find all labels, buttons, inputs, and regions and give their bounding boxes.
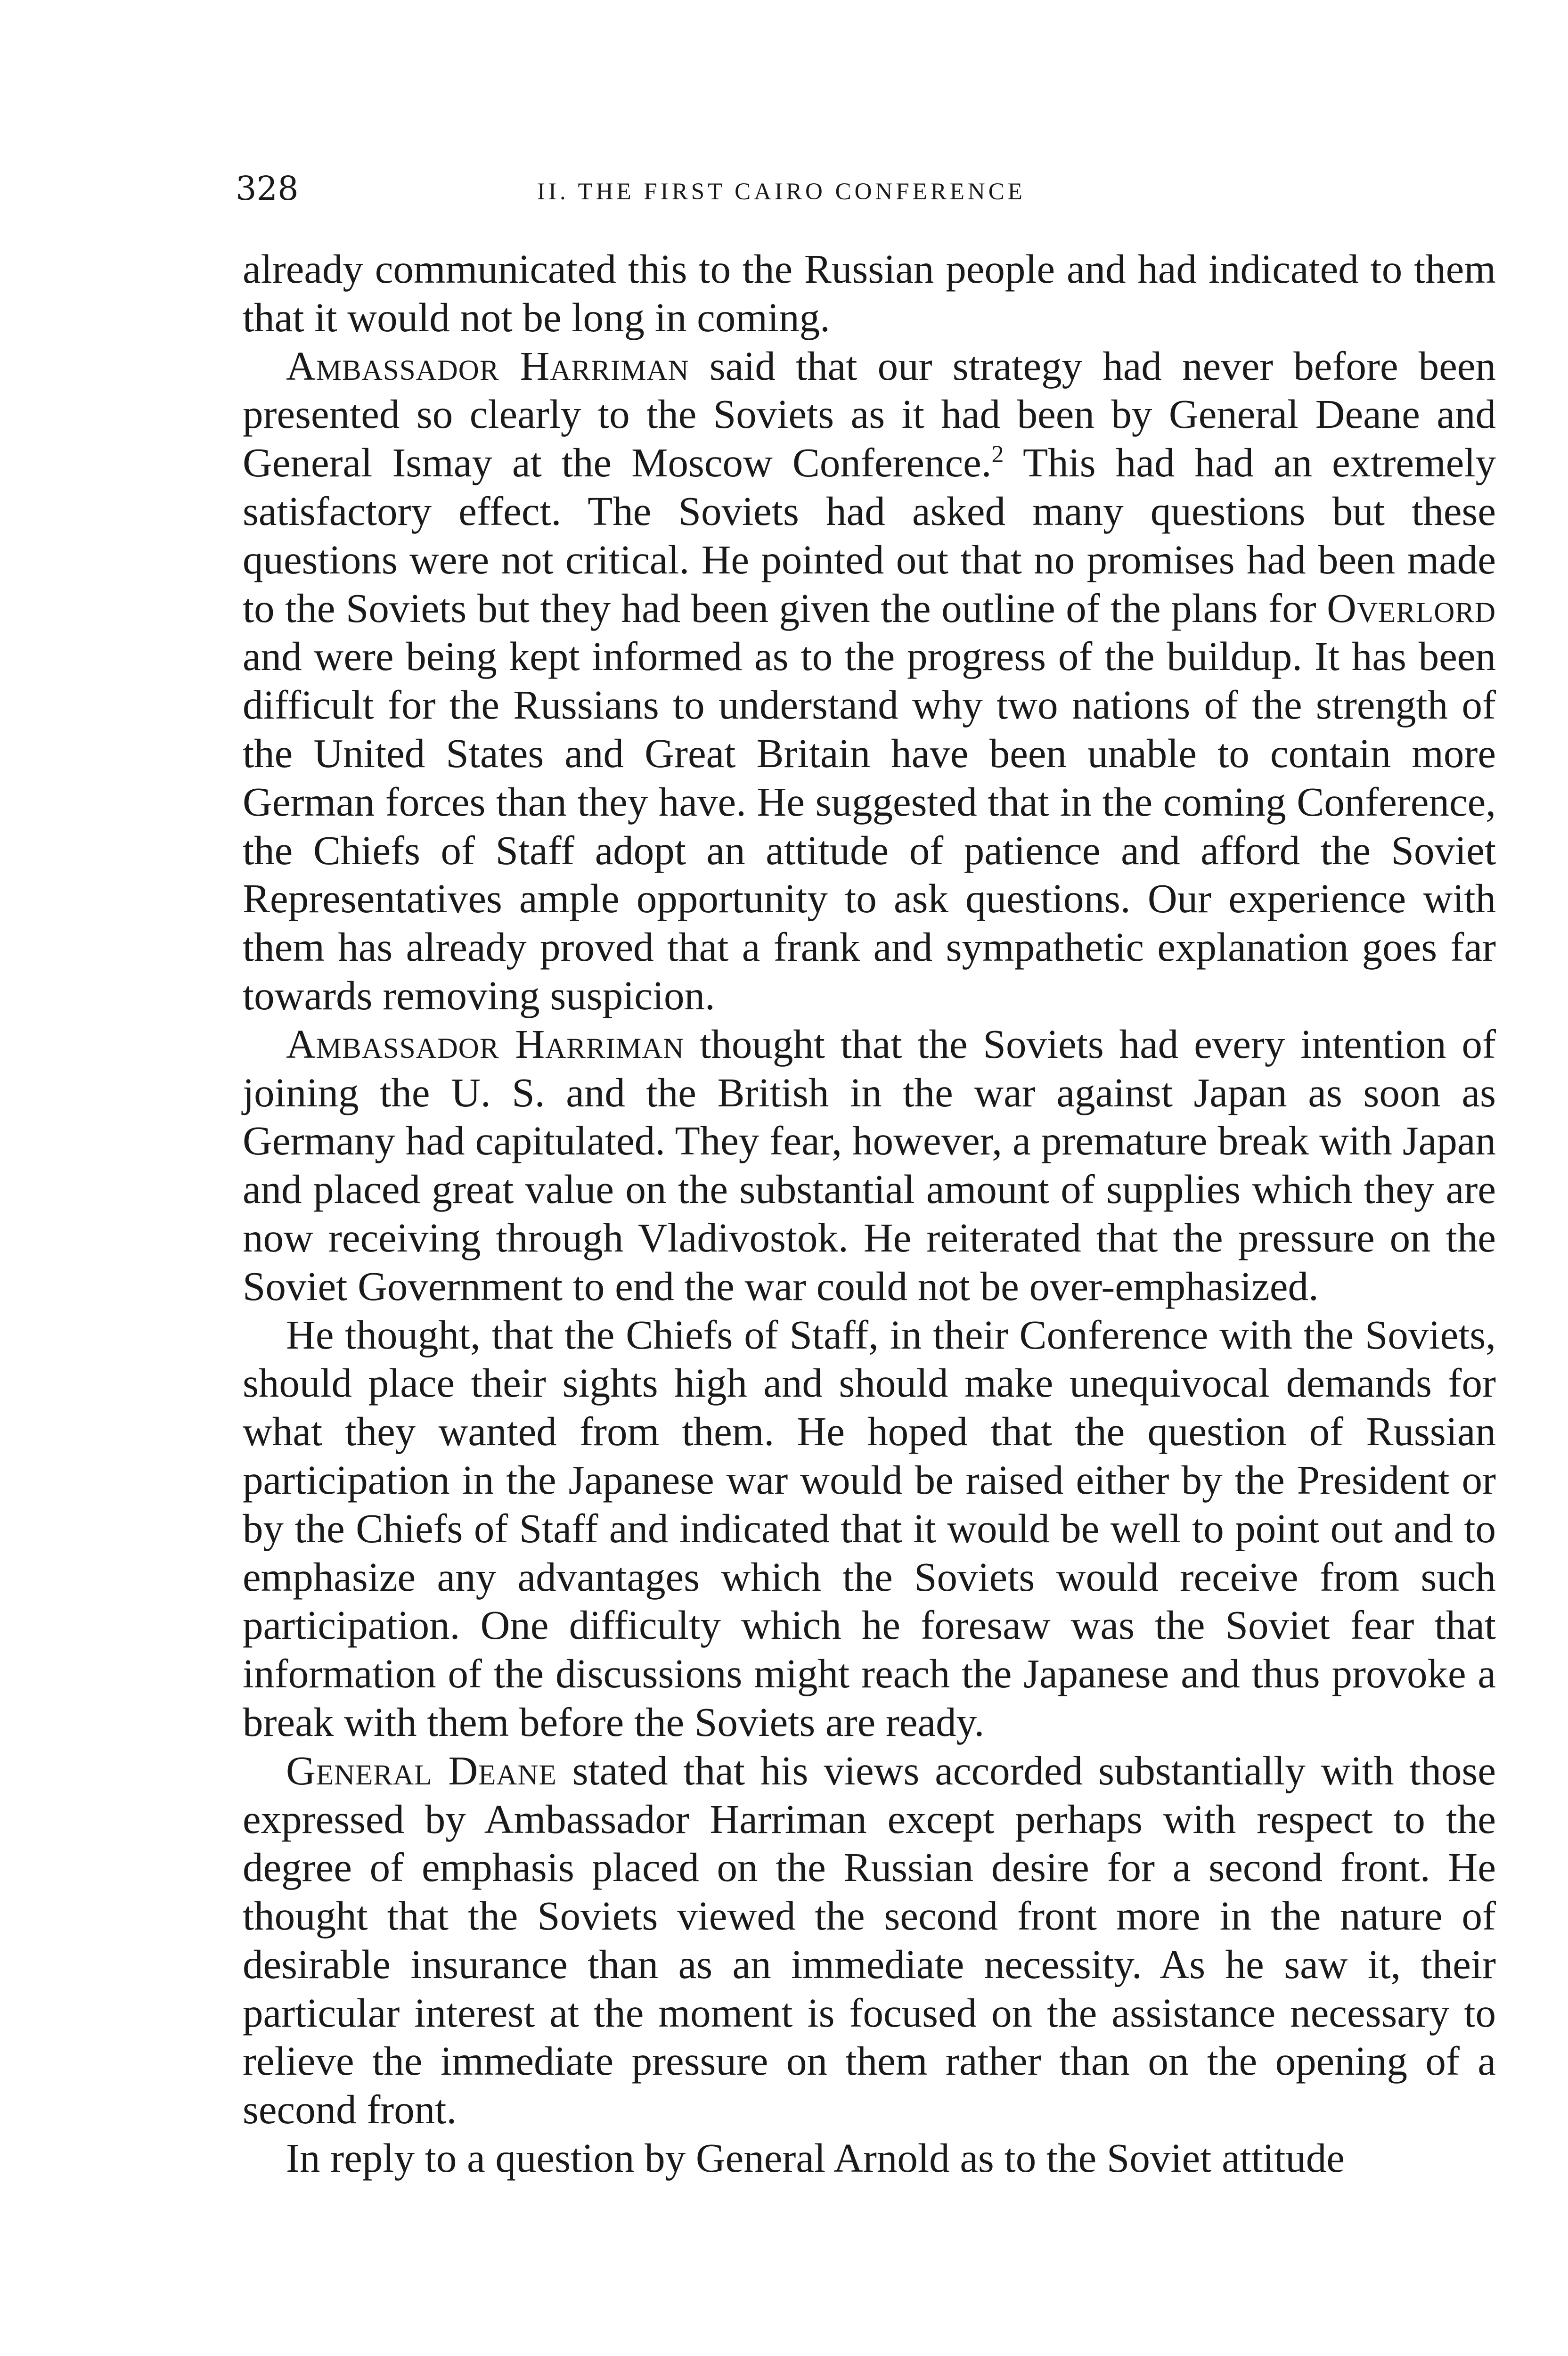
paragraph-chiefs-of-staff: He thought, that the Chiefs of Staff, in their Conference with the Soviets, should place their sights high and should make unequivocal demands for what they wanted from them. He hoped that the question of Russian participation in the Japanese war would be raised either by the President or by the Chiefs of Staff and indicated that it would be well to point out and to emphasize any advantages which the Soviets would receive from such participation. One difficulty which he foresaw was the Soviet fear that information of the discussions might reach the Japanese and thus provoke a break with them before the Soviets are ready. (243, 1311, 1496, 1745)
paragraph-text: thought that the Soviets had every intention of joining the U. S. and the British in the war against Japan as soon as Germany had capitulated. They fear, however, a premature break with Japan and placed great value on the substantial amount of supplies which they are now receiving through Vladivostok. He reiterated that the pressure on the Soviet Government to end the war could not be over-emphasized. (243, 1021, 1496, 1309)
speaker-name: Ambassador Harriman (286, 343, 689, 389)
speaker-name: General Deane (286, 1747, 557, 1793)
page-header (236, 167, 1508, 214)
running-head: II. THE FIRST CAIRO CONFERENCE (537, 179, 1026, 205)
paragraph-text: This had had an extremely satisfactory effect. The Soviets had asked many questions but these questions were not critical. He pointed out that no promises had been made to the Soviets but they had been given the outline of the plans for (243, 440, 1496, 631)
paragraph-text: stated that his views accorded substantially with those expressed by Ambassador Harriman except perhaps with respect to the degree of emphasis placed on the Russian desire for a second front. He thought that the Soviets viewed the second front more in the nature of desirable insurance than as an immediate necessity. As he saw it, their particular interest at the moment is focused on the assistance necessary to relieve the immediate pressure on them rather than on the opening of a second front. (243, 1747, 1496, 2133)
paragraph-arnold-question: In reply to a question by General Arnold as to the Soviet attitude (286, 2135, 1345, 2181)
paragraph-text: and were being kept informed as to the progress of the buildup. It has been difficult for the Russians to understand why two nations of the strength of the United States and Great Britain have been unable to contain more German forces than they have. He suggested that in the coming Conference, the Chiefs of Staff adopt an attitude of patience and afford the Soviet Representatives ample opportunity to ask questions. Our experience with them has already proved that a frank and sympathetic explanation goes far towards removing suspicion. (243, 633, 1496, 1018)
page-number: 328 (236, 169, 299, 208)
paragraph-deane (243, 1747, 1496, 2134)
paragraph-harriman-japan (243, 1020, 1496, 1311)
operation-codename: Overlord (1327, 585, 1496, 631)
paragraph-continued: already communicated this to the Russian people and had indicated to them that it would not be long in coming. (243, 246, 1496, 340)
paragraph-harriman-strategy (243, 342, 1496, 1020)
speaker-name: Ambassador Harriman (286, 1021, 685, 1067)
body-text (243, 245, 1496, 2183)
footnote-reference: 2 (991, 441, 1004, 468)
paragraph-text: said that our strategy had never before been presented so clearly to the Soviets as it had been by General Deane and General Ismay at the Moscow Conference. (243, 343, 1496, 486)
